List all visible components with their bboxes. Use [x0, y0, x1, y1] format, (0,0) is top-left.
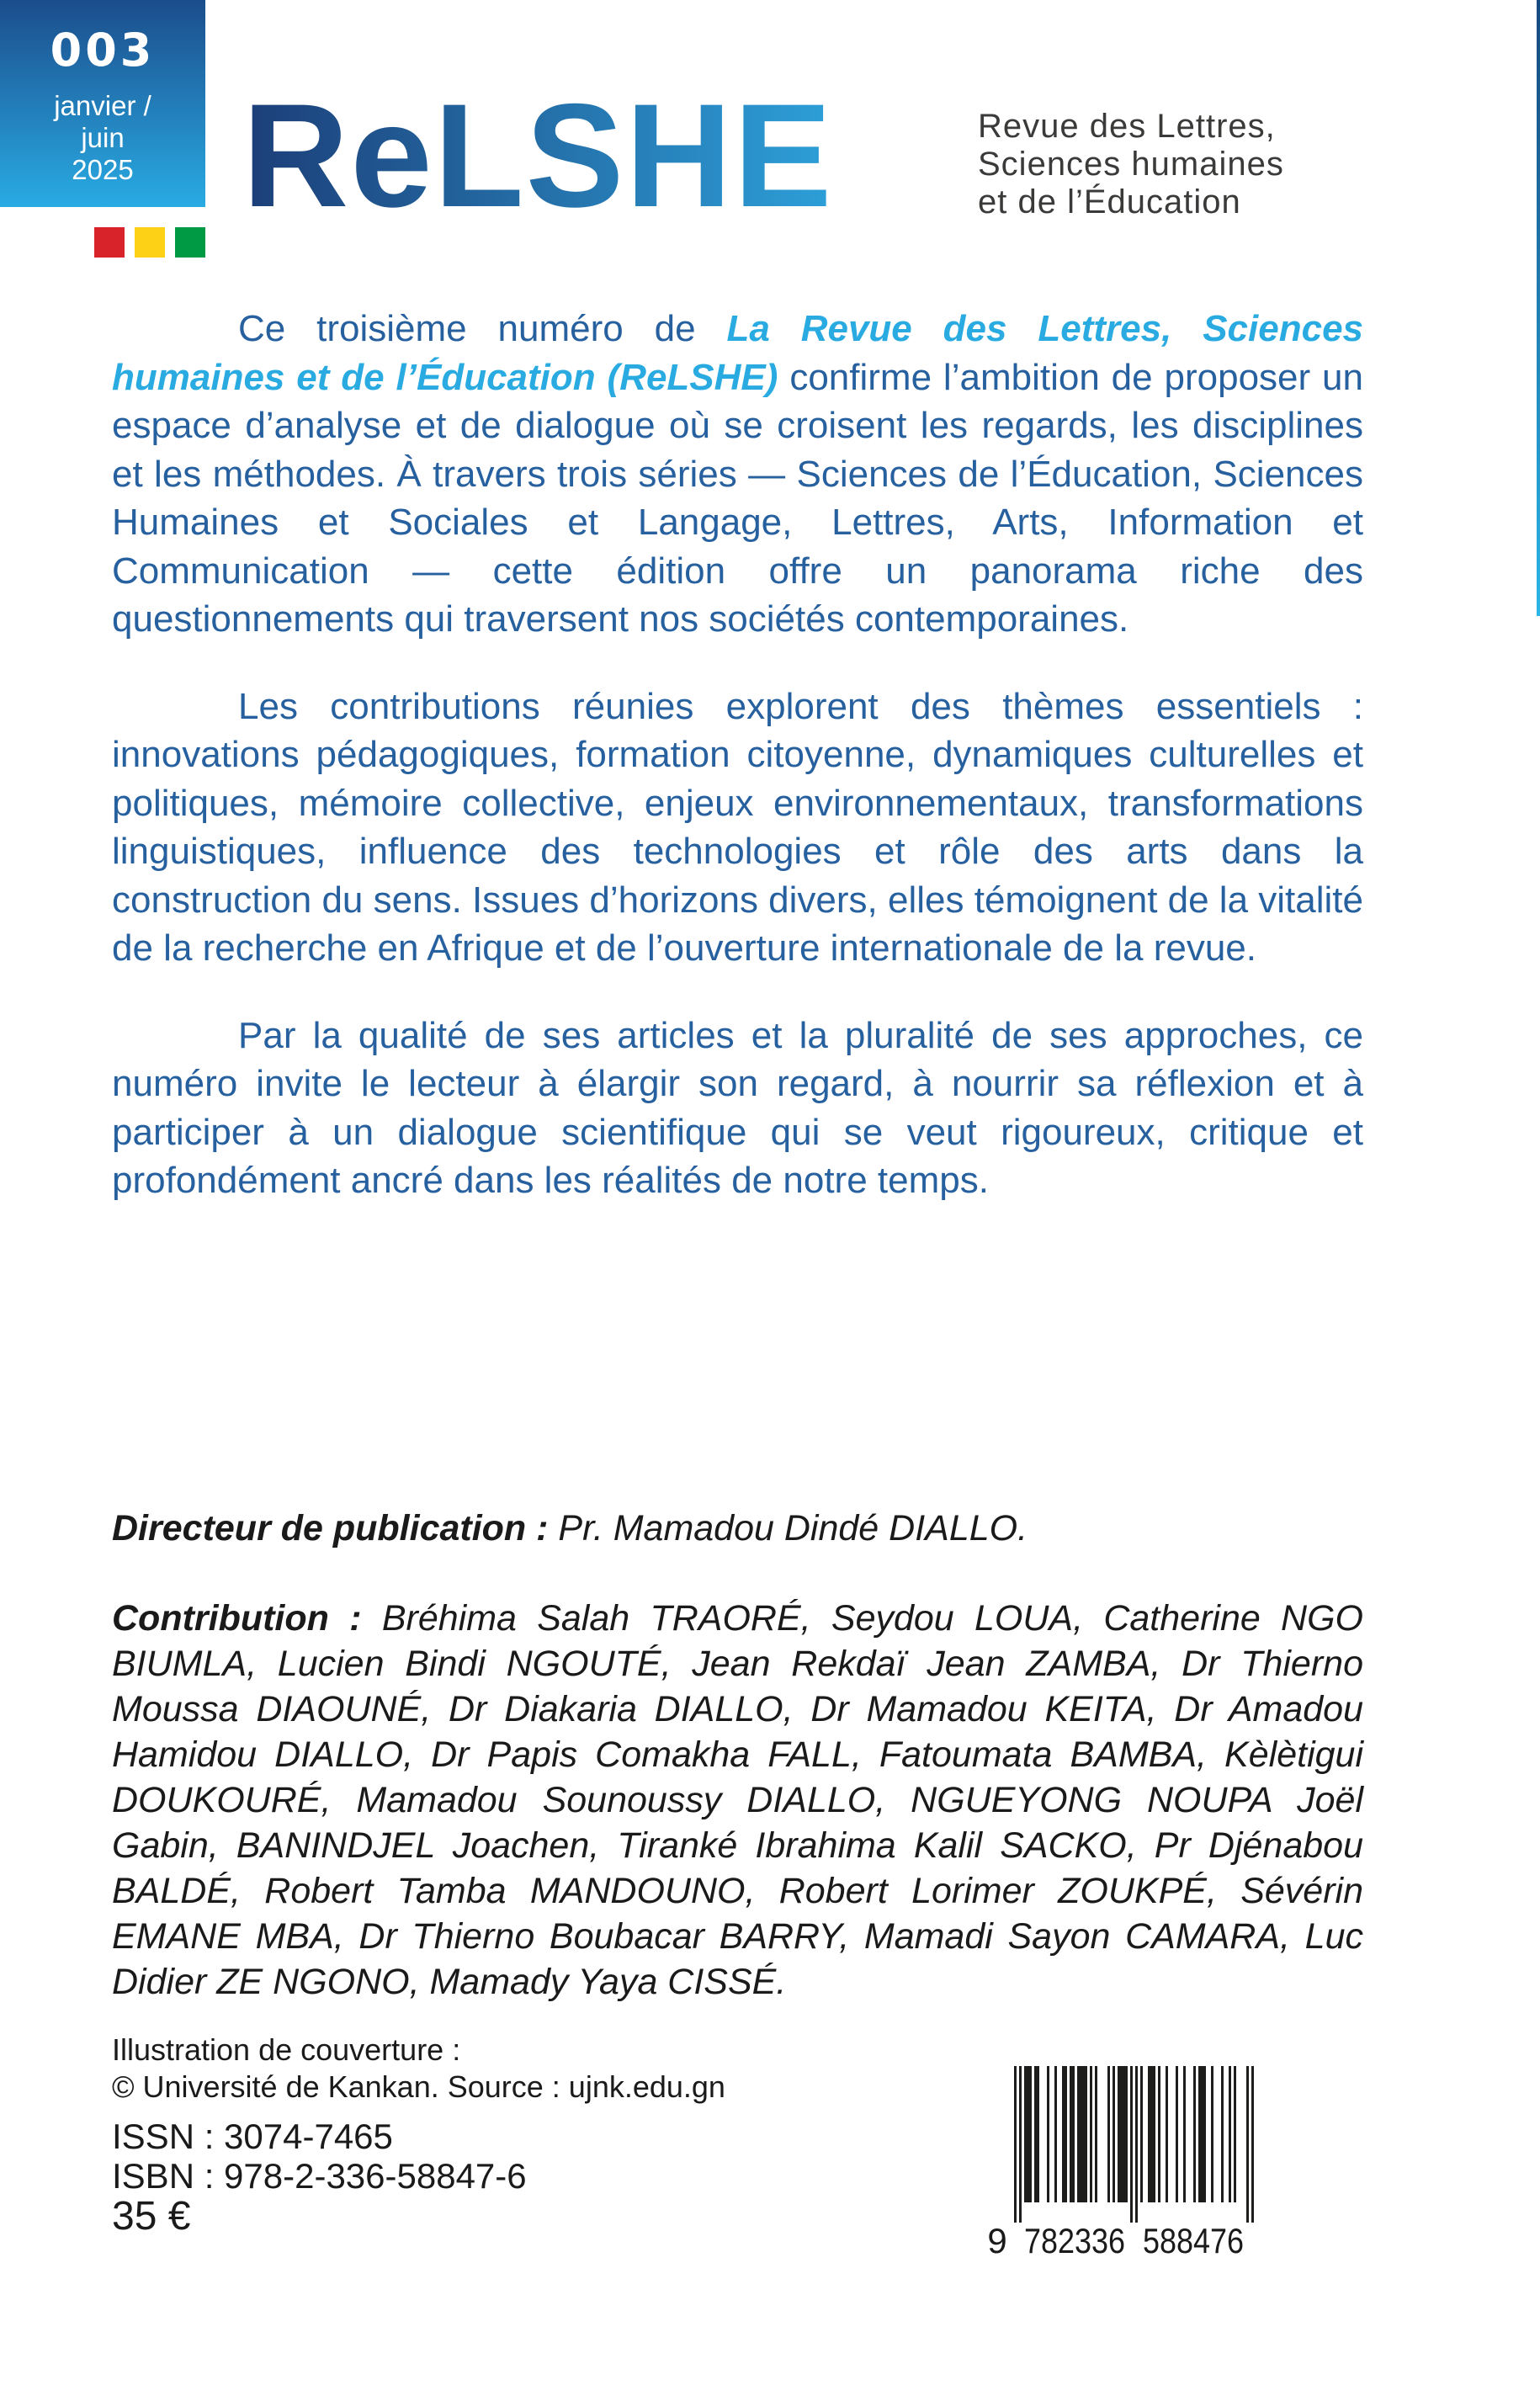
- contribution-value: Bréhima Salah TRAORÉ, Seydou LOUA, Catherine NGO BIUMLA, Lucien Bindi NGOUTÉ, Jean Rekdaï Jean ZAMBA, Dr Thierno Moussa DIAOUNÉ, Dr Diakaria DIALLO, Dr Mamadou KEITA, Dr Amadou Hamidou DIALLO, Dr Papis Comakha FALL, Fatoumata BAMBA, Kèlètigui DOUKOURÉ, Mamadou Sounoussy DIALLO, NGUEYONG NOUPA Joël Gabin, BANINDJEL Joachen, Tiranké Ibrahima Kalil SACKO, Pr Djénabou BALDÉ, Robert Tamba MANDOUNO, Robert Lorimer ZOUKPÉ, Sévérin EMANE MBA, Dr Thierno Boubacar BARRY, Mamadi Sayon CAMARA, Luc Didier ZE NGONO, Mamady Yaya CISSÉ.: [112, 1598, 1364, 2002]
- issn-line: ISSN : 3074-7465: [112, 2117, 393, 2156]
- issue-period: [0, 90, 205, 186]
- journal-title-emphasis: La Revue des Lettres, Sciences humaines et de l’Éducation (ReLSHE): [112, 308, 1364, 398]
- svg-text:782336: 782336: [1024, 2221, 1125, 2258]
- director-value: Pr. Mamadou Dindé DIALLO.: [548, 1508, 1028, 1548]
- isbn-line: ISBN : 978-2-336-58847-6: [112, 2156, 527, 2196]
- svg-text:588476: 588476: [1143, 2221, 1244, 2258]
- paragraph-1-prefix: Ce troisième numéro de: [238, 308, 727, 349]
- issue-period-line-1: janvier /: [54, 90, 151, 121]
- tagline-line-1: Revue des Lettres,: [978, 108, 1276, 145]
- journal-logo: ReLSHE: [242, 74, 834, 238]
- director-label: Directeur de publication :: [112, 1508, 549, 1548]
- intro-paragraph-1: [112, 305, 1363, 644]
- tagline-line-3: et de l’Éducation: [978, 183, 1241, 220]
- editorial-text: [112, 305, 1363, 1244]
- cover-credit-line-1: Illustration de couverture :: [112, 2032, 461, 2067]
- paragraph-1-suffix: confirme l’ambition de proposer un espace d’analyse et de dialogue où se croisent les regards, les disciplines et les méthodes. À travers trois séries — Sciences de l’Éducation, Sciences Humaines et Sociales et Langage, Lettres, Arts, Information et Communication — cette édition offre un panorama riche des questionnements qui traversent nos sociétés contemporaines.: [112, 356, 1363, 640]
- price: 35 €: [112, 2194, 191, 2239]
- director-line: [112, 1508, 1363, 1549]
- contribution-label: Contribution :: [112, 1598, 362, 1639]
- ean13-barcode: [985, 2066, 1263, 2258]
- cover-illustration-credit: [112, 2032, 725, 2106]
- flag-red-square: [94, 227, 125, 258]
- cover-credit-line-2: © Université de Kankan. Source : ujnk.edu.gn: [112, 2069, 725, 2104]
- issue-period-line-2: juin: [81, 122, 125, 153]
- intro-paragraph-2: Les contributions réunies explorent des thèmes essentiels : innovations pédagogiques, formation citoyenne, dynamiques culturelles et politiques, mémoire collective, enjeux environnementaux, transformations linguistiques, influence des technologies et rôle des arts dans la construction du sens. Issues d’horizons divers, elles témoignent de la vitalité de la recherche en Afrique et de l’ouverture internationale de la revue.: [112, 685, 1363, 969]
- flag-green-square: [175, 227, 205, 258]
- issue-number: 003: [50, 24, 156, 77]
- tagline-line-2: Sciences humaines: [978, 146, 1284, 183]
- svg-text:9: 9: [987, 2221, 1007, 2258]
- flag-yellow-square: [135, 227, 165, 258]
- issue-period-line-3: 2025: [72, 154, 134, 185]
- flag-color-squares: [94, 227, 205, 258]
- right-edge-rule: [1537, 0, 1540, 616]
- contribution-block: [112, 1596, 1363, 2005]
- journal-tagline: [978, 108, 1284, 221]
- issue-badge: [0, 0, 205, 207]
- intro-paragraph-3: Par la qualité de ses articles et la pluralité de ses approches, ce numéro invite le lecteur à élargir son regard, à nourrir sa réflexion et à participer à un dialogue scientifique qui se veut rigoureux, critique et profondément ancré dans les réalités de notre temps.: [112, 1014, 1363, 1201]
